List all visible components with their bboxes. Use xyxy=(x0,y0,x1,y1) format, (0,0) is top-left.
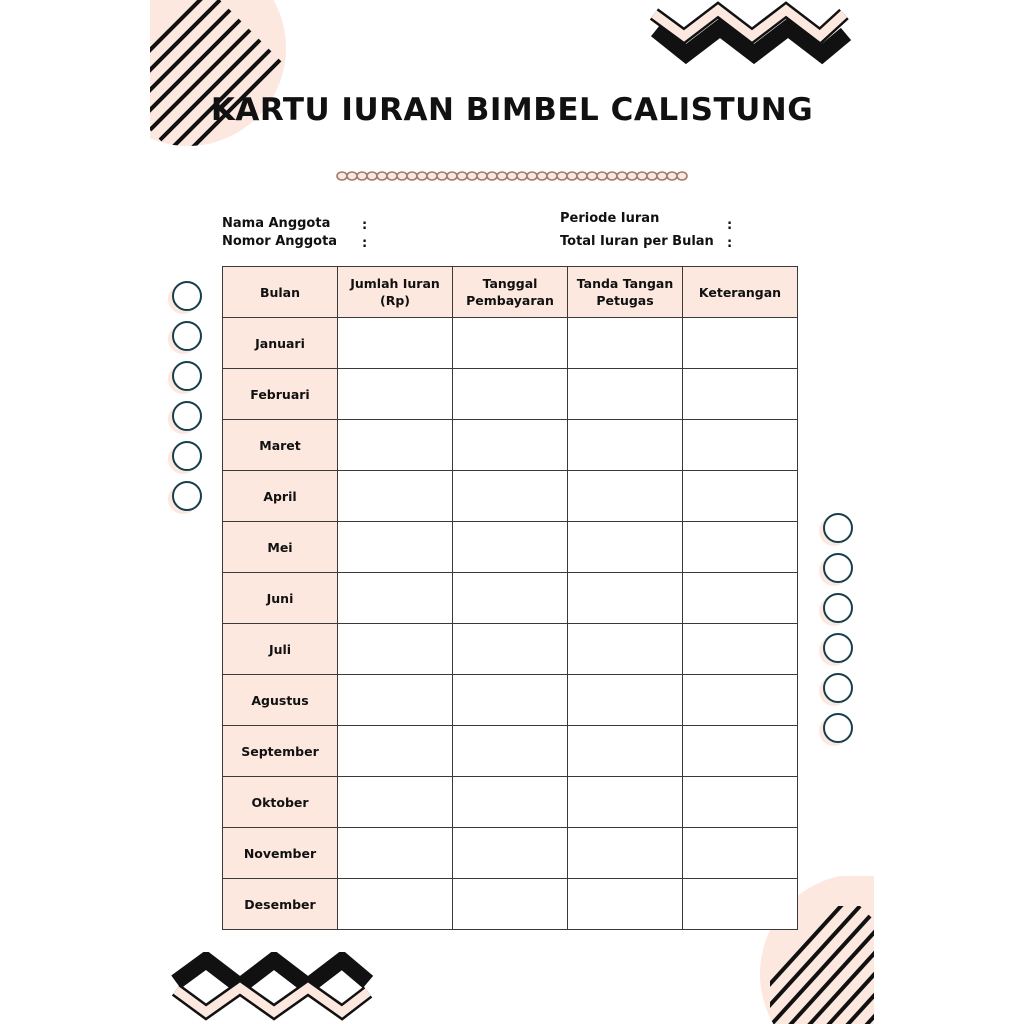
note-cell xyxy=(683,675,798,726)
table-row xyxy=(223,420,798,471)
amount-cell xyxy=(338,420,453,471)
payment-date-cell xyxy=(453,675,568,726)
payment-date-cell xyxy=(453,573,568,624)
binder-ring xyxy=(823,593,853,623)
amount-cell xyxy=(338,522,453,573)
table-row xyxy=(223,624,798,675)
note-cell xyxy=(683,879,798,930)
month-cell: April xyxy=(223,471,338,522)
field-label-nama-anggota: Nama Anggota xyxy=(222,216,331,231)
payment-date-cell xyxy=(453,369,568,420)
binder-ring xyxy=(172,481,202,511)
month-cell: Mei xyxy=(223,522,338,573)
payment-date-cell xyxy=(453,420,568,471)
field-colon: : xyxy=(727,236,733,251)
field-colon: : xyxy=(362,236,368,251)
table-row xyxy=(223,522,798,573)
amount-cell xyxy=(338,675,453,726)
table-row xyxy=(223,471,798,522)
payment-date-cell xyxy=(453,522,568,573)
binder-ring xyxy=(823,673,853,703)
month-cell: September xyxy=(223,726,338,777)
month-cell: Desember xyxy=(223,879,338,930)
payment-date-cell xyxy=(453,318,568,369)
binder-ring xyxy=(172,281,202,311)
note-cell xyxy=(683,522,798,573)
table-header-row xyxy=(223,267,798,318)
binder-ring xyxy=(172,401,202,431)
amount-cell xyxy=(338,624,453,675)
dues-table xyxy=(222,266,798,930)
header-tanggal-pembayaran: Tanggal Pembayaran xyxy=(453,267,568,318)
table-row xyxy=(223,777,798,828)
month-cell: Maret xyxy=(223,420,338,471)
signature-cell xyxy=(568,879,683,930)
payment-date-cell xyxy=(453,777,568,828)
signature-cell xyxy=(568,777,683,828)
page-title: KARTU IURAN BIMBEL CALISTUNG xyxy=(210,92,814,128)
month-cell: Januari xyxy=(223,318,338,369)
table-row xyxy=(223,828,798,879)
field-label-total-iuran-per-bulan: Total Iuran per Bulan xyxy=(560,234,714,249)
note-cell xyxy=(683,726,798,777)
table-row xyxy=(223,675,798,726)
header-jumlah-iuran: Jumlah Iuran (Rp) xyxy=(338,267,453,318)
field-colon: : xyxy=(727,218,733,233)
binder-ring xyxy=(823,553,853,583)
signature-cell xyxy=(568,726,683,777)
signature-cell xyxy=(568,471,683,522)
binder-ring xyxy=(172,441,202,471)
month-cell: Oktober xyxy=(223,777,338,828)
header-tanda-tangan-petugas: Tanda Tangan Petugas xyxy=(568,267,683,318)
signature-cell xyxy=(568,420,683,471)
note-cell xyxy=(683,471,798,522)
signature-cell xyxy=(568,318,683,369)
month-cell: Juni xyxy=(223,573,338,624)
zigzag-decoration-top-right xyxy=(648,0,858,72)
signature-cell xyxy=(568,369,683,420)
note-cell xyxy=(683,624,798,675)
table-row xyxy=(223,573,798,624)
table-row xyxy=(223,369,798,420)
binder-ring xyxy=(172,321,202,351)
payment-date-cell xyxy=(453,471,568,522)
payment-date-cell xyxy=(453,879,568,930)
note-cell xyxy=(683,369,798,420)
zigzag-decoration-bottom-left xyxy=(168,952,378,1024)
binder-ring xyxy=(823,513,853,543)
amount-cell xyxy=(338,726,453,777)
month-cell: Februari xyxy=(223,369,338,420)
signature-cell xyxy=(568,828,683,879)
month-cell: Juli xyxy=(223,624,338,675)
payment-date-cell xyxy=(453,624,568,675)
month-cell: November xyxy=(223,828,338,879)
header-keterangan: Keterangan xyxy=(683,267,798,318)
beaded-divider xyxy=(336,169,688,183)
signature-cell xyxy=(568,573,683,624)
amount-cell xyxy=(338,471,453,522)
amount-cell xyxy=(338,777,453,828)
field-label-periode-iuran: Periode Iuran xyxy=(560,211,660,226)
signature-cell xyxy=(568,624,683,675)
month-cell: Agustus xyxy=(223,675,338,726)
binder-ring xyxy=(823,633,853,663)
payment-date-cell xyxy=(453,828,568,879)
table-row xyxy=(223,318,798,369)
note-cell xyxy=(683,420,798,471)
amount-cell xyxy=(338,318,453,369)
note-cell xyxy=(683,573,798,624)
table-row xyxy=(223,726,798,777)
note-cell xyxy=(683,828,798,879)
amount-cell xyxy=(338,369,453,420)
table-row xyxy=(223,879,798,930)
binder-ring xyxy=(823,713,853,743)
field-label-nomor-anggota: Nomor Anggota xyxy=(222,234,338,249)
signature-cell xyxy=(568,675,683,726)
signature-cell xyxy=(568,522,683,573)
field-colon: : xyxy=(362,218,368,233)
amount-cell xyxy=(338,879,453,930)
amount-cell xyxy=(338,828,453,879)
amount-cell xyxy=(338,573,453,624)
payment-date-cell xyxy=(453,726,568,777)
header-bulan: Bulan xyxy=(223,267,338,318)
binder-ring xyxy=(172,361,202,391)
note-cell xyxy=(683,318,798,369)
note-cell xyxy=(683,777,798,828)
